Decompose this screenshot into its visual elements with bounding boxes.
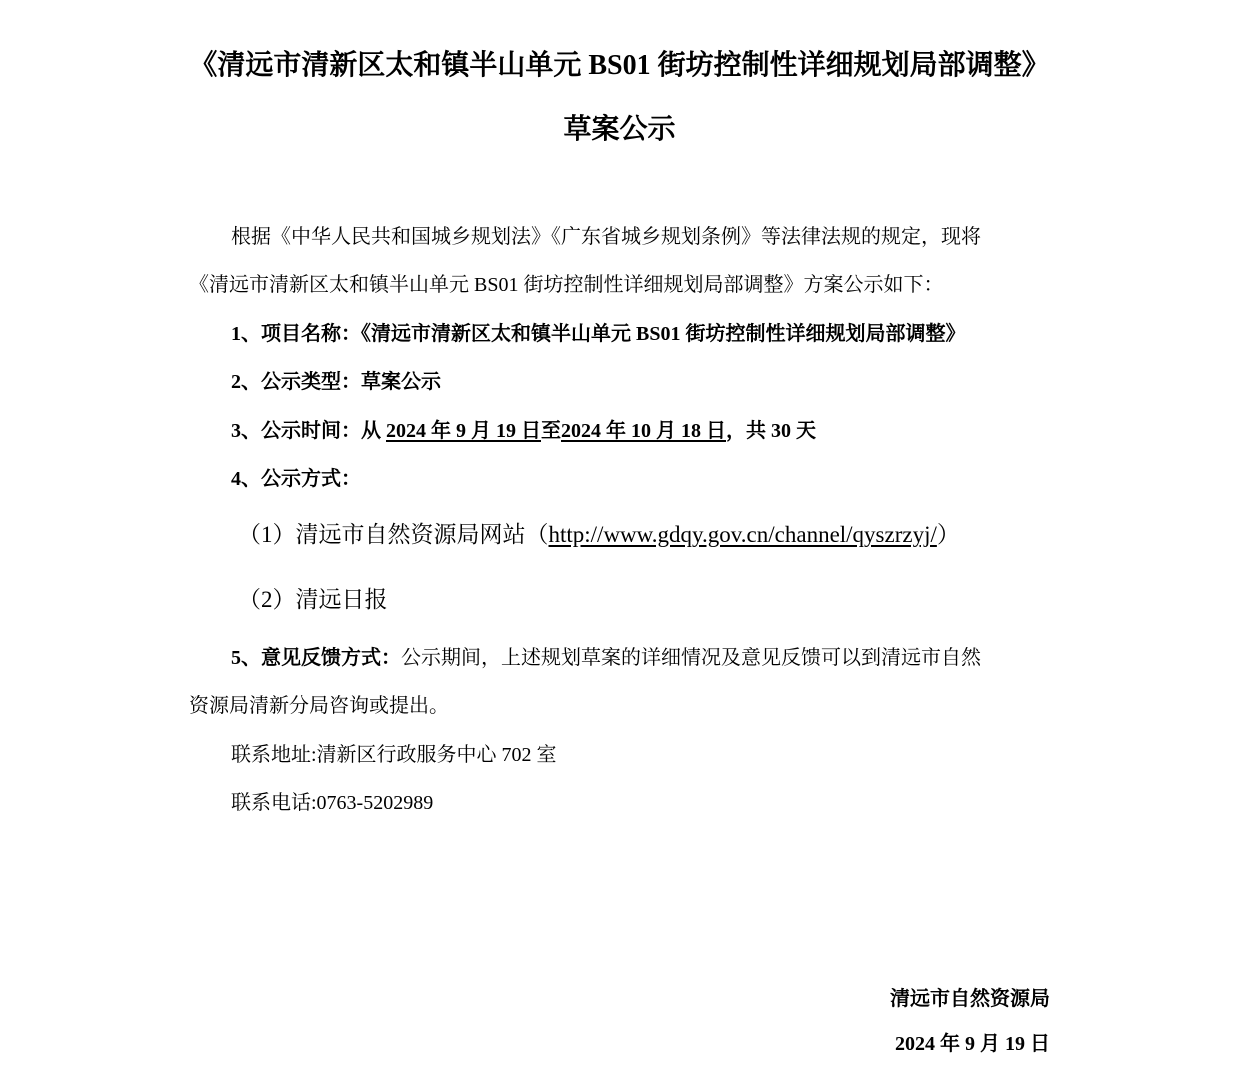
- document-subtitle: 草案公示: [563, 114, 676, 145]
- item-notice-method: 4、公示方式：: [231, 468, 361, 490]
- contact-phone: 联系电话:0763-5202989: [231, 792, 434, 814]
- signature-date: 2024 年 9 月 19 日: [895, 1033, 1050, 1055]
- item-notice-type: 2、公示类型：草案公示: [231, 371, 441, 393]
- notice-start-date: 2024 年 9 月 19 日: [386, 420, 541, 442]
- method-website: [238, 521, 960, 549]
- intro-paragraph-line2: 《清远市清新区太和镇半山单元 BS01 街坊控制性详细规划局部调整》方案公示如下：: [189, 274, 944, 296]
- notice-period-middle: 至: [541, 420, 561, 442]
- item-notice-period: [231, 417, 816, 445]
- feedback-label: 5、意见反馈方式：: [231, 647, 401, 669]
- method-website-suffix: ）: [936, 522, 960, 547]
- contact-address: 联系地址:清新区行政服务中心 702 室: [231, 744, 557, 766]
- method-newspaper: （2）清远日报: [238, 587, 388, 612]
- notice-period-suffix: ，共 30 天: [726, 420, 816, 442]
- feedback-text-line1: 公示期间，上述规划草案的详细情况及意见反馈可以到清远市自然: [401, 647, 981, 669]
- signature-org: 清远市自然资源局: [890, 988, 1050, 1010]
- item-feedback-line2: 资源局清新分局咨询或提出。: [189, 695, 449, 717]
- document-title: 《清远市清新区太和镇半山单元 BS01 街坊控制性详细规划局部调整》: [189, 50, 1050, 81]
- intro-paragraph-line1: 根据《中华人民共和国城乡规划法》《广东省城乡规划条例》等法律法规的规定，现将: [231, 226, 981, 248]
- item-feedback-line1: [231, 644, 981, 672]
- method-website-prefix: （1）清远市自然资源局网站（: [238, 522, 549, 547]
- item-project-name: 1、项目名称：《清远市清新区太和镇半山单元 BS01 街坊控制性详细规划局部调整》: [231, 323, 966, 345]
- notice-period-prefix: 3、公示时间：从: [231, 420, 386, 442]
- notice-end-date: 2024 年 10 月 18 日: [561, 420, 726, 442]
- website-link[interactable]: http://www.gdqy.gov.cn/channel/qyszrzyj/: [548, 522, 937, 547]
